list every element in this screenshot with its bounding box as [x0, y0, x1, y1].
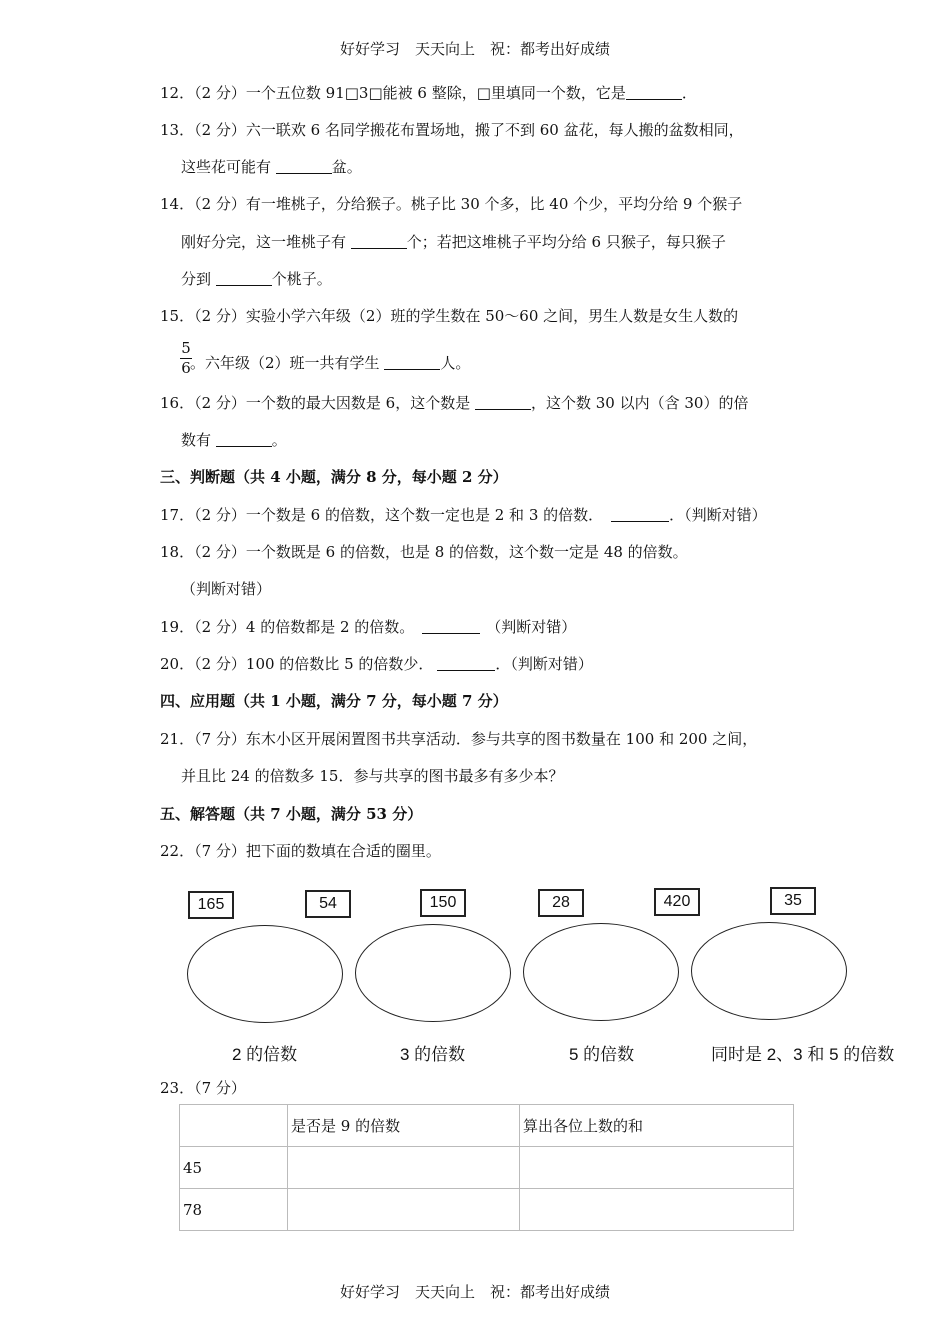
q18-line1: 18．（2 分）一个数既是 6 的倍数，也是 8 的倍数，这个数一定是 48 的倍数。 — [160, 543, 688, 561]
section-3-heading: 三、判断题（共 4 小题，满分 8 分，每小题 2 分） — [160, 468, 508, 486]
q15-answer-blank[interactable] — [384, 355, 440, 370]
q19-suffix: （判断对错） — [486, 618, 577, 636]
table-cell-number: 78 — [180, 1189, 288, 1231]
fraction-numerator: 5 — [181, 339, 191, 357]
q20-suffix: ．（判断对错） — [495, 655, 593, 673]
q12-answer-blank[interactable] — [626, 85, 682, 100]
label-multiples-of-2-3-5: 同时是 2、3 和 5 的倍数 — [711, 1045, 895, 1064]
q14-line1: 14．（2 分）有一堆桃子，分给猴子。桃子比 30 个多，比 40 个少，平均分给 9 个猴子 — [160, 195, 743, 213]
q20-text: 20．（2 分）100 的倍数比 5 的倍数少． — [160, 655, 434, 673]
question-19 — [160, 616, 576, 637]
q17-suffix: ．（判断对错） — [669, 506, 767, 524]
number-box-28[interactable]: 28 — [538, 889, 584, 917]
page-header: 好好学习 天天向上 祝：都考出好成绩 — [339, 40, 610, 58]
q16-line1 — [160, 392, 748, 413]
number-box-54[interactable]: 54 — [305, 890, 351, 918]
q14-answer-blank-1[interactable] — [351, 234, 407, 249]
q14-line2-b: 个；若把这堆桃子平均分给 6 只猴子，每只猴子 — [406, 233, 726, 251]
q18-line2: （判断对错） — [181, 580, 272, 598]
q13-answer-blank[interactable] — [276, 159, 332, 174]
question-20 — [160, 653, 593, 674]
number-box-35[interactable]: 35 — [770, 887, 816, 915]
section-4-heading: 四、应用题（共 1 小题，满分 7 分，每小题 7 分） — [160, 692, 508, 710]
question-17 — [160, 504, 767, 525]
q20-answer-blank[interactable] — [437, 656, 495, 671]
q21-line2: 并且比 24 的倍数多 15．参与共享的图书最多有多少本？ — [181, 767, 564, 785]
q14-line2-a: 刚好分完，这一堆桃子有 — [181, 233, 351, 251]
q22-text: 22．（7 分）把下面的数填在合适的圈里。 — [160, 842, 441, 860]
q15-line2-a: 。六年级（2）班一共有学生 — [190, 354, 385, 372]
label-multiples-of-5: 5 的倍数 — [569, 1045, 635, 1064]
q16-line1-a: 16．（2 分）一个数的最大因数是 6，这个数是 — [160, 394, 475, 412]
q19-text: 19．（2 分）4 的倍数都是 2 的倍数。 — [160, 618, 415, 636]
table-cell-number: 45 — [180, 1147, 288, 1189]
table-header-cell: 算出各位上数的和 — [520, 1105, 794, 1147]
q16-answer-blank-1[interactable] — [475, 395, 531, 410]
circle-multiples-of-2-3-5[interactable] — [691, 922, 847, 1020]
q15-line2-b: 人。 — [440, 354, 471, 372]
number-box-420[interactable]: 420 — [654, 888, 700, 916]
q23-text: 23．（7 分） — [160, 1079, 246, 1097]
q17-text: 17．（2 分）一个数是 6 的倍数，这个数一定也是 2 和 3 的倍数． — [160, 506, 604, 524]
q12-end: ． — [681, 84, 697, 102]
number-box-165[interactable]: 165 — [188, 891, 234, 919]
q16-answer-blank-2[interactable] — [216, 432, 272, 447]
question-12 — [160, 82, 697, 103]
table-header-cell: 是否是 9 的倍数 — [288, 1105, 520, 1147]
q21-line1: 21．（7 分）东木小区开展闲置图书共享活动．参与共享的图书数量在 100 和 200 之间， — [160, 730, 758, 748]
table-header-cell — [180, 1105, 288, 1147]
q16-line1-b: ，这个数 30 以内（含 30）的倍 — [530, 394, 749, 412]
table-cell-answer[interactable] — [288, 1189, 520, 1231]
circle-multiples-of-3[interactable] — [355, 924, 511, 1022]
table-row — [180, 1189, 794, 1231]
q19-answer-blank[interactable] — [422, 619, 480, 634]
q13-line2-b: 盆。 — [331, 158, 362, 176]
q14-line3 — [181, 268, 332, 289]
circle-multiples-of-5[interactable] — [523, 923, 679, 1021]
table-header-row — [180, 1105, 794, 1147]
q13-line2-a: 这些花可能有 — [181, 158, 276, 176]
q16-line2 — [181, 429, 287, 450]
label-multiples-of-3: 3 的倍数 — [400, 1045, 466, 1064]
number-box-150[interactable]: 150 — [420, 889, 466, 917]
q16-line2-b: 。 — [271, 431, 287, 449]
circle-multiples-of-2[interactable] — [187, 925, 343, 1023]
q13-line1: 13．（2 分）六一联欢 6 名同学搬花布置场地，搬了不到 60 盆花，每人搬的盆数相同， — [160, 121, 744, 139]
label-multiples-of-2: 2 的倍数 — [232, 1045, 298, 1064]
q15-line2 — [190, 352, 470, 373]
q15-line1: 15．（2 分）实验小学六年级（2）班的学生数在 50～60 之间，男生人数是女生人数的 — [160, 307, 739, 325]
q12-text: 12．（2 分）一个五位数 91□3□能被 6 整除，□里填同一个数，它是 — [160, 84, 626, 102]
table-cell-answer[interactable] — [288, 1147, 520, 1189]
section-5-heading: 五、解答题（共 7 小题，满分 53 分） — [160, 805, 423, 823]
page-footer: 好好学习 天天向上 祝：都考出好成绩 — [339, 1283, 610, 1301]
fraction-denominator: 6 — [181, 359, 191, 377]
q17-answer-blank[interactable] — [611, 507, 669, 522]
q14-line3-a: 分到 — [181, 270, 216, 288]
table-row — [180, 1147, 794, 1189]
table-cell-answer[interactable] — [520, 1147, 794, 1189]
q14-line2 — [181, 231, 726, 252]
q14-line3-b: 个桃子。 — [271, 270, 332, 288]
q13-line2 — [181, 156, 362, 177]
table-cell-answer[interactable] — [520, 1189, 794, 1231]
q23-table — [179, 1104, 794, 1231]
q16-line2-a: 数有 — [181, 431, 216, 449]
q14-answer-blank-2[interactable] — [216, 271, 272, 286]
